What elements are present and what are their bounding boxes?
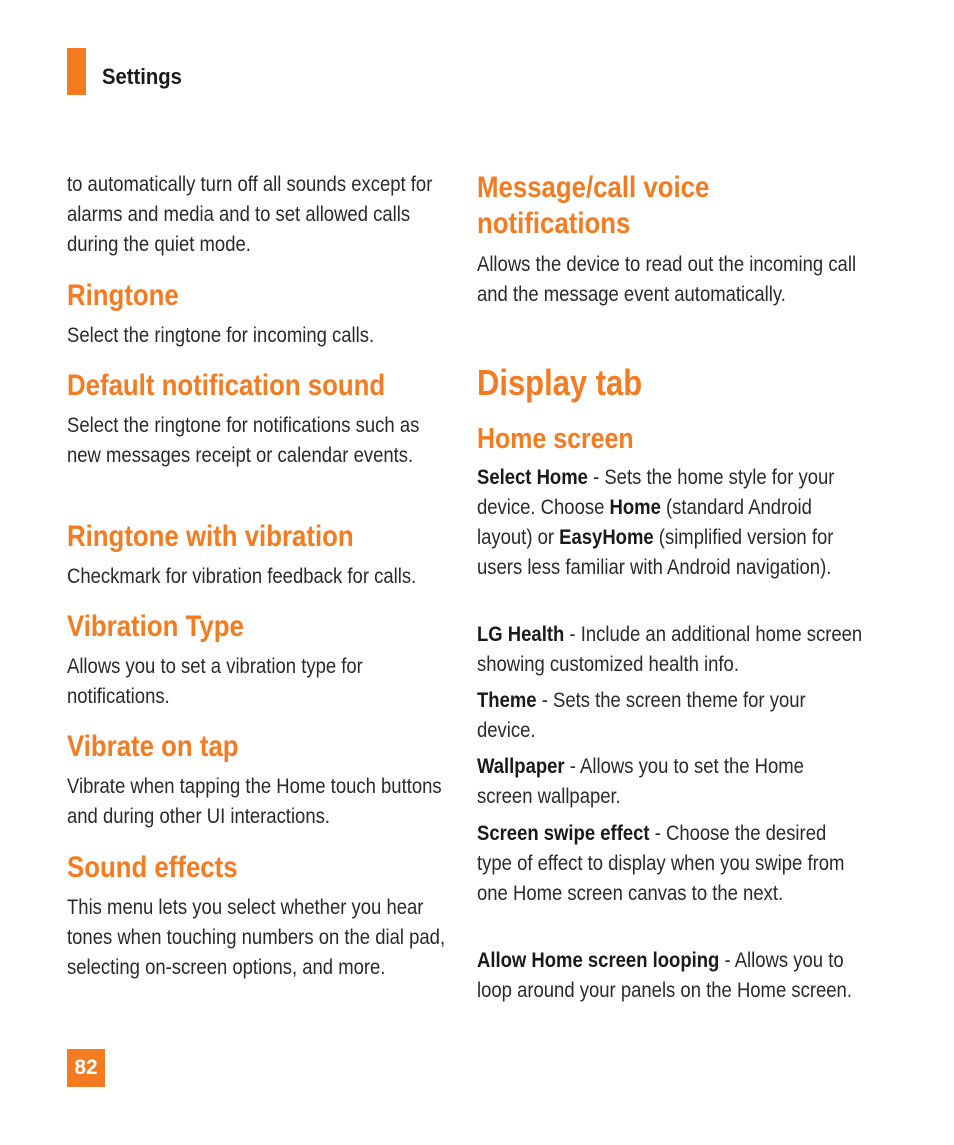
heading-ringtone-with-vibration: Ringtone with vibration [67,520,354,553]
select-home-item: Select Home - Sets the home style for your device. Choose Home (standard Android layout) or EasyHome (simplified version for users less familiar with Android navigation). [477,466,835,579]
home-term: Home [609,496,661,519]
screen-swipe-effect-term: Screen swipe effect [477,822,650,845]
heading-vibration-type: Vibration Type [67,610,244,643]
heading-line-1: Message/call voice [477,171,710,204]
heading-home-screen: Home screen [477,423,634,455]
lg-health-item: LG Health - Include an additional home screen showing customized health info. [477,623,863,676]
section-title: Settings [102,64,182,89]
select-home-term: Select Home [477,466,588,489]
screen-swipe-effect-item: Screen swipe effect - Choose the desired type of effect to display when you swipe from one Home screen canvas to the next. [477,822,845,905]
ringtone-description: Select the ringtone for incoming calls. [67,324,375,347]
sound-effects-description: This menu lets you select whether you hear tones when touching numbers on the dial pad, selecting on-screen options, and more. [67,896,446,979]
page-number: 82 [67,1049,105,1087]
message-call-voice-description: Allows the device to read out the incoming call and the message event automatically. [477,253,857,306]
heading-line-2: notifications [477,207,631,240]
heading-sound-effects: Sound effects [67,851,238,884]
vibrate-on-tap-description: Vibrate when tapping the Home touch buttons and during other UI interactions. [67,775,442,828]
default-notification-sound-description: Select the ringtone for notifications such as new messages receipt or calendar events. [67,414,420,467]
section-accent-bar [67,48,86,95]
theme-item: Theme - Sets the screen theme for your device. [477,689,806,742]
easyhome-term: EasyHome [559,526,654,549]
ringtone-with-vibration-description: Checkmark for vibration feedback for calls. [67,565,417,588]
vibration-type-description: Allows you to set a vibration type for notifications. [67,655,363,708]
wallpaper-term: Wallpaper [477,755,565,778]
home-screen-looping-item: Allow Home screen looping - Allows you to loop around your panels on the Home screen. [477,949,852,1002]
theme-term: Theme [477,689,537,712]
heading-default-notification-sound: Default notification sound [67,369,386,402]
home-screen-looping-term: Allow Home screen looping [477,949,720,972]
wallpaper-item: Wallpaper - Allows you to set the Home screen wallpaper. [477,755,804,808]
lg-health-term: LG Health [477,623,565,646]
heading-message-call-voice-notifications [477,170,861,242]
heading-ringtone: Ringtone [67,279,179,312]
heading-vibrate-on-tap: Vibrate on tap [67,730,239,763]
intro-paragraph: to automatically turn off all sounds except for alarms and media and to set allowed calls during the quiet mode. [67,173,433,256]
heading-display-tab: Display tab [477,362,643,403]
